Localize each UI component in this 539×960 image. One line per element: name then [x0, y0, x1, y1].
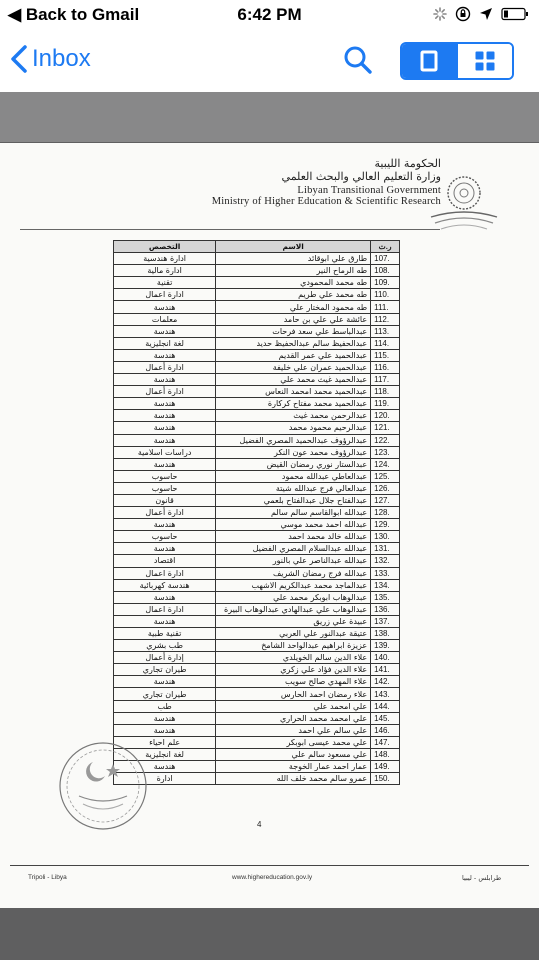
- status-time: 6:42 PM: [237, 5, 302, 24]
- table-row: [114, 664, 400, 676]
- row-name: عائشة علي علي بن حامد: [216, 313, 371, 325]
- row-specialty: دراسات اسلامية: [114, 446, 216, 458]
- row-specialty: ادارة اعمال: [114, 603, 216, 615]
- inbox-back-label: Inbox: [32, 45, 91, 72]
- row-name: عبدالله خالد محمد احمد: [216, 531, 371, 543]
- row-name: عزيزة ابراهيم عبدالواحد الشامخ: [216, 640, 371, 652]
- row-specialty: حاسوب: [114, 482, 216, 494]
- row-number: 142.: [371, 676, 400, 688]
- row-specialty: ادارة هندسية: [114, 253, 216, 265]
- page-number: 4: [257, 820, 262, 829]
- row-number: 136.: [371, 603, 400, 615]
- row-name: عبدالماجد محمد عبدالكريم الاشهب: [216, 579, 371, 591]
- row-name: عبدالله عبدالناصر علي بالنور: [216, 555, 371, 567]
- row-number: 120.: [371, 410, 400, 422]
- row-name: طه محمود المختار علي: [216, 301, 371, 313]
- row-specialty: هندسة: [114, 434, 216, 446]
- table-row: [114, 337, 400, 349]
- row-name: عبيدة علي زريق: [216, 615, 371, 627]
- row-specialty: إدارة أعمال: [114, 652, 216, 664]
- table-row: [114, 349, 400, 361]
- row-name: علي مسعود سالم علي: [216, 748, 371, 760]
- row-name: عبدالباسط علي سعد فرحات: [216, 325, 371, 337]
- row-specialty: هندسة: [114, 724, 216, 736]
- row-name: عمار احمد عمار الخوجة: [216, 761, 371, 773]
- row-number: 133.: [371, 567, 400, 579]
- header-name: الاسم: [216, 241, 371, 253]
- candidates-table: [113, 240, 400, 785]
- row-name: عبدالله احمد محمد موسي: [216, 519, 371, 531]
- row-number: 119.: [371, 398, 400, 410]
- row-name: عبدالحميد علي عمر القديم: [216, 349, 371, 361]
- row-name: عتيقة عبدالنور علي العربي: [216, 628, 371, 640]
- row-name: عمرو سالم محمد خلف الله: [216, 773, 371, 785]
- grid-view-button[interactable]: [456, 44, 512, 78]
- row-name: علي سالم علي احمد: [216, 724, 371, 736]
- row-specialty: هندسة: [114, 301, 216, 313]
- activity-spinner-icon: [433, 7, 447, 21]
- row-specialty: هندسة: [114, 325, 216, 337]
- table-row: [114, 640, 400, 652]
- header-specialty: التخصص: [114, 241, 216, 253]
- status-bar: [0, 0, 539, 30]
- table-row: [114, 410, 400, 422]
- row-name: عبدالرحمن محمد غيث: [216, 410, 371, 422]
- row-name: علاء المهدي صالح سويب: [216, 676, 371, 688]
- row-number: 124.: [371, 458, 400, 470]
- row-name: عبدالعالي فرج عبدالله شيتة: [216, 482, 371, 494]
- table-row: [114, 446, 400, 458]
- table-row: [114, 325, 400, 337]
- footer-divider: [10, 865, 529, 866]
- table-row: [114, 494, 400, 506]
- row-number: 109.: [371, 277, 400, 289]
- row-name: عبدالفتاح جلال عبدالفتاح بلعمي: [216, 494, 371, 506]
- row-specialty: تقنية طبية: [114, 628, 216, 640]
- row-number: 125.: [371, 470, 400, 482]
- row-number: 134.: [371, 579, 400, 591]
- row-number: 113.: [371, 325, 400, 337]
- back-to-gmail-label: Back to Gmail: [25, 5, 140, 24]
- row-number: 108.: [371, 265, 400, 277]
- table-row: [114, 277, 400, 289]
- row-name: علاء رمضان احمد الحارس: [216, 688, 371, 700]
- row-name: علي محمد عيسى ابوبكر: [216, 736, 371, 748]
- row-name: عبدالستار نوري رمضان القيض: [216, 458, 371, 470]
- battery-icon: [501, 7, 529, 21]
- row-specialty: ادارة اعمال: [114, 567, 216, 579]
- table-row: [114, 374, 400, 386]
- row-name: عبدالحميد محمد مفتاح كركارة: [216, 398, 371, 410]
- table-header-row: [114, 241, 400, 253]
- row-specialty: لغة انجليزية: [114, 748, 216, 760]
- ministry-logo-icon: [425, 167, 503, 237]
- footer-website: www.highereducation.gov.ly: [232, 874, 313, 881]
- row-number: 132.: [371, 555, 400, 567]
- row-number: 121.: [371, 422, 400, 434]
- row-name: عبدالرؤوف عبدالحميد المصري الفضيل: [216, 434, 371, 446]
- row-name: عبدالرحيم محمود محمد: [216, 422, 371, 434]
- letterhead-arabic-ministry: وزارة التعليم العالي والبحث العلمي: [281, 170, 441, 183]
- table-row: [114, 603, 400, 615]
- table-row: [114, 519, 400, 531]
- row-specialty: هندسة: [114, 519, 216, 531]
- row-name: عبدالعاطي عبدالله محمود: [216, 470, 371, 482]
- table-row: [114, 652, 400, 664]
- row-name: عبدالحميد عمران علي خليفة: [216, 361, 371, 373]
- row-number: 137.: [371, 615, 400, 627]
- row-specialty: هندسة: [114, 761, 216, 773]
- header-number: ر.ت: [371, 241, 400, 253]
- row-number: 129.: [371, 519, 400, 531]
- row-specialty: هندسة: [114, 712, 216, 724]
- orientation-lock-icon: [455, 6, 471, 22]
- row-number: 150.: [371, 773, 400, 785]
- row-specialty: اقتصاد: [114, 555, 216, 567]
- row-name: علاء الدين فؤاد علي زكري: [216, 664, 371, 676]
- row-number: 140.: [371, 652, 400, 664]
- row-number: 146.: [371, 724, 400, 736]
- search-button[interactable]: [340, 42, 376, 78]
- row-number: 135.: [371, 591, 400, 603]
- row-specialty: ادارة أعمال: [114, 507, 216, 519]
- row-number: 149.: [371, 761, 400, 773]
- table-row: [114, 531, 400, 543]
- table-row: [114, 615, 400, 627]
- row-name: عبدالوهاب ابوبكر محمد علي: [216, 591, 371, 603]
- table-row: [114, 507, 400, 519]
- row-name: عبدالله فرج رمضان الشريف: [216, 567, 371, 579]
- row-number: 110.: [371, 289, 400, 301]
- row-number: 143.: [371, 688, 400, 700]
- table-row: [114, 555, 400, 567]
- table-row: [114, 700, 400, 712]
- letterhead-english-government: Libyan Transitional Government: [297, 185, 441, 196]
- table-row: [114, 422, 400, 434]
- footer-city-ar: طرابلس - ليبيا: [462, 874, 502, 882]
- row-number: 118.: [371, 386, 400, 398]
- table-row: [114, 676, 400, 688]
- row-number: 128.: [371, 507, 400, 519]
- row-number: 148.: [371, 748, 400, 760]
- row-name: عبدالله ابوالقاسم سالم سالم: [216, 507, 371, 519]
- row-number: 126.: [371, 482, 400, 494]
- table-row: [114, 761, 400, 773]
- letterhead: [212, 157, 441, 207]
- status-icons: [433, 6, 529, 22]
- row-number: 127.: [371, 494, 400, 506]
- table-row: [114, 398, 400, 410]
- row-specialty: ادارة مالية: [114, 265, 216, 277]
- row-number: 123.: [371, 446, 400, 458]
- row-specialty: طيران تجاري: [114, 664, 216, 676]
- row-specialty: هندسة: [114, 410, 216, 422]
- table-row: [114, 773, 400, 785]
- document-page[interactable]: [0, 143, 539, 908]
- row-specialty: ادارة: [114, 773, 216, 785]
- row-number: 112.: [371, 313, 400, 325]
- table-row: [114, 712, 400, 724]
- row-name: طه الرماح النير: [216, 265, 371, 277]
- letterhead-arabic-government: الحكومة الليبية: [374, 157, 441, 170]
- row-specialty: هندسة: [114, 543, 216, 555]
- row-name: طارق علي ابوقائد: [216, 253, 371, 265]
- footer-city-en: Tripoli - Libya: [28, 874, 67, 881]
- row-specialty: هندسة: [114, 398, 216, 410]
- view-mode-segmented-control: [400, 42, 514, 80]
- chevron-left-icon: [10, 44, 28, 74]
- row-name: عبدالرؤوف محمد عون النكر: [216, 446, 371, 458]
- letterhead-divider: [20, 229, 440, 230]
- row-specialty: حاسوب: [114, 531, 216, 543]
- row-specialty: حاسوب: [114, 470, 216, 482]
- search-icon: [340, 42, 376, 78]
- row-specialty: هندسة: [114, 458, 216, 470]
- row-specialty: قانون: [114, 494, 216, 506]
- table-row: [114, 301, 400, 313]
- table-row: [114, 567, 400, 579]
- row-specialty: طب بشري: [114, 640, 216, 652]
- row-name: عبدالوهاب علي عبدالهادي عبدالوهاب البيرة: [216, 603, 371, 615]
- row-specialty: ادارة أعمال: [114, 386, 216, 398]
- row-name: عبدالحميد محمد امحمد النعاس: [216, 386, 371, 398]
- location-arrow-icon: [479, 7, 493, 21]
- row-number: 122.: [371, 434, 400, 446]
- row-specialty: طيران تجاري: [114, 688, 216, 700]
- table-row: [114, 361, 400, 373]
- row-number: 131.: [371, 543, 400, 555]
- grid-icon: [474, 50, 496, 72]
- table-row: [114, 591, 400, 603]
- table-row: [114, 434, 400, 446]
- row-name: عبدالحفيظ سالم عبدالحفيظ حديد: [216, 337, 371, 349]
- row-number: 145.: [371, 712, 400, 724]
- table-row: [114, 458, 400, 470]
- table-row: [114, 265, 400, 277]
- table-row: [114, 470, 400, 482]
- table-row: [114, 386, 400, 398]
- table-row: [114, 688, 400, 700]
- row-specialty: هندسة: [114, 422, 216, 434]
- row-specialty: لغة انجليزية: [114, 337, 216, 349]
- table-row: [114, 543, 400, 555]
- row-specialty: هندسة: [114, 374, 216, 386]
- row-specialty: هندسة: [114, 676, 216, 688]
- row-name: طه محمد المحمودي: [216, 277, 371, 289]
- row-name: عبدالله عبدالسلام المصري الفضيل: [216, 543, 371, 555]
- row-number: 144.: [371, 700, 400, 712]
- row-specialty: هندسة: [114, 349, 216, 361]
- row-specialty: هندسة كهربائية: [114, 579, 216, 591]
- back-triangle-icon: ◀: [8, 5, 22, 24]
- row-specialty: هندسة: [114, 591, 216, 603]
- inbox-back-button[interactable]: [10, 44, 91, 74]
- table-row: [114, 748, 400, 760]
- row-number: 117.: [371, 374, 400, 386]
- table-row: [114, 313, 400, 325]
- row-number: 114.: [371, 337, 400, 349]
- row-number: 139.: [371, 640, 400, 652]
- table-row: [114, 482, 400, 494]
- table-row: [114, 579, 400, 591]
- row-number: 130.: [371, 531, 400, 543]
- row-number: 141.: [371, 664, 400, 676]
- row-specialty: ادارة اعمال: [114, 289, 216, 301]
- table-row: [114, 724, 400, 736]
- row-number: 147.: [371, 736, 400, 748]
- row-name: علاء الدين سالم الخويلدي: [216, 652, 371, 664]
- row-specialty: هندسة: [114, 615, 216, 627]
- row-specialty: ادارة أعمال: [114, 361, 216, 373]
- letterhead-english-ministry: Ministry of Higher Education & Scientific Research: [211, 196, 441, 207]
- row-name: علي امحمد محمد الحراري: [216, 712, 371, 724]
- official-stamp-icon: [57, 740, 149, 832]
- row-number: 138.: [371, 628, 400, 640]
- single-page-view-button[interactable]: [402, 44, 456, 78]
- table-row: [114, 628, 400, 640]
- single-page-icon: [420, 50, 438, 72]
- row-specialty: علم احياء: [114, 736, 216, 748]
- viewer-top-band: [0, 92, 539, 142]
- row-number: 111.: [371, 301, 400, 313]
- table-row: [114, 253, 400, 265]
- row-specialty: طب: [114, 700, 216, 712]
- navigation-bar: [0, 30, 539, 92]
- row-specialty: تقنية: [114, 277, 216, 289]
- row-number: 115.: [371, 349, 400, 361]
- table-row: [114, 736, 400, 748]
- table-body: [114, 253, 400, 785]
- table-row: [114, 289, 400, 301]
- row-name: علي امحمد علي: [216, 700, 371, 712]
- row-name: طه محمد علي طريم: [216, 289, 371, 301]
- row-number: 107.: [371, 253, 400, 265]
- row-name: عبدالحميد غيث محمد علي: [216, 374, 371, 386]
- row-specialty: معلمات: [114, 313, 216, 325]
- row-number: 116.: [371, 361, 400, 373]
